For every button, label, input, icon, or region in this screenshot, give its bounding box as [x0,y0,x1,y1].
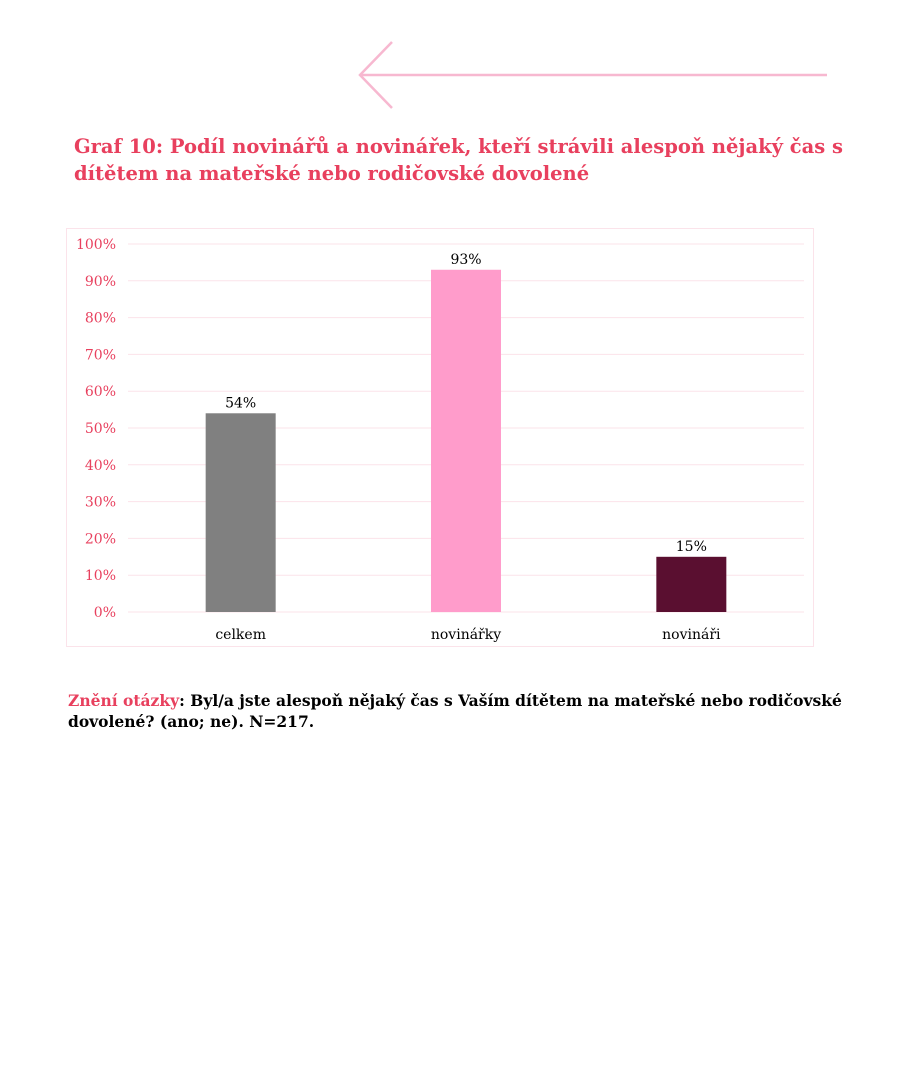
chart-title: Graf 10: Podíl novinářů a novinářek, kteří strávili alespoň nějaký čas s dítětem na mateřské nebo rodičovské dovolené [74,135,843,185]
bar [431,270,501,612]
question-note-label: Znění otázky [68,691,180,710]
y-tick-label: 50% [84,421,116,437]
x-category-label: novinářky [430,627,502,643]
question-note-text: : Byl/a jste alespoň nějaký čas s Vaším dítětem na mateřské nebo rodičovské dovolené? (ano; ne). N=217. [68,691,842,731]
y-tick-label: 10% [84,568,116,585]
back-arrow-icon [352,38,832,112]
y-tick-label: 0% [93,605,116,621]
y-tick-label: 30% [84,494,116,511]
bar-chart [67,229,813,646]
x-category-label: celkem [215,627,266,643]
y-tick-label: 100% [75,237,116,253]
chart-area [66,228,814,647]
question-note [68,690,858,732]
data-label: 54% [225,395,257,412]
data-label: 15% [675,538,707,555]
y-tick-label: 20% [84,531,116,548]
y-tick-label: 80% [84,310,116,327]
y-tick-label: 90% [84,273,116,290]
y-tick-label: 70% [84,347,116,364]
y-tick-label: 40% [84,457,116,474]
bar [206,413,276,612]
x-category-label: novináři [662,627,721,643]
y-tick-label: 60% [84,384,116,401]
bar [656,557,726,612]
data-label: 93% [450,251,482,268]
